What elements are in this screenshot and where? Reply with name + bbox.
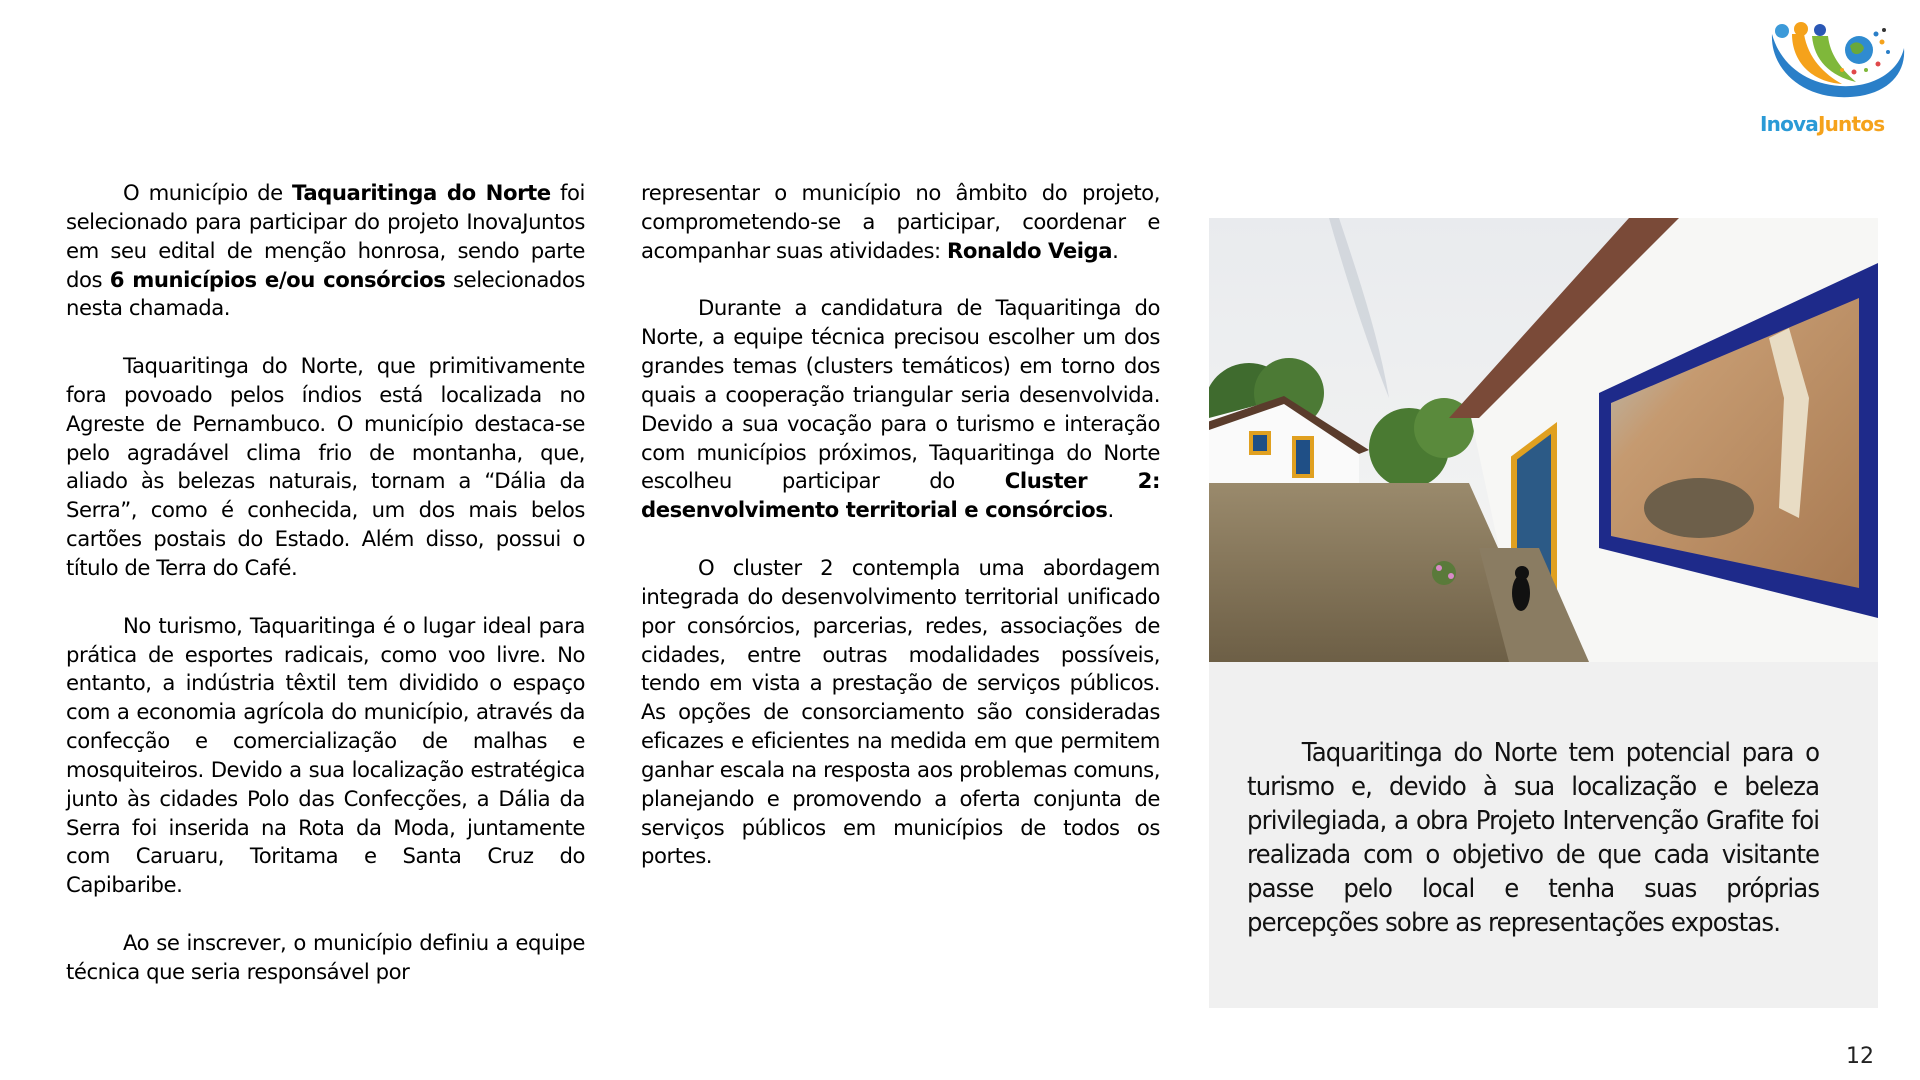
caption-box [1209,662,1878,1008]
text-run: O município de [123,180,293,205]
logo-text-juntos: Juntos [1817,112,1885,136]
paragraph-team-continued [641,179,1160,266]
tile-mural-photo [1209,218,1878,662]
text-run: representar o município no âmbito do projeto, comprometendo-se a participar, coordenar e acompanhar suas atividades: [641,180,1160,263]
paragraph-cluster-description: O cluster 2 contempla uma abordagem integrada do desenvolvimento territorial unificado por consórcios, parcerias, redes, associações de cidades, entre outras modalidades possíveis, tendo em vista a prestação de serviços públicos. As opções de consorciamento são consideradas eficazes e eficientes na medida em que permitem ganhar escala na resposta aos problemas comuns, planejando e promovendo a oferta conjunta de serviços públicos em municípios de todos os portes. [641,554,1160,869]
text-run: . [1107,497,1114,523]
paragraph-tourism: No turismo, Taquaritinga é o lugar ideal para prática de esportes radicais, como voo livre. No entanto, a indústria têxtil tem dividido o espaço com a economia agrícola do município, através da confecção e comercialização de malhas e mosquiteiros. Devido a sua localização estratégica junto às cidades Polo das Confecções, a Dália da Serra foi inserida na Rota da Moda, juntamente com Caruaru, Toritama e Santa Cruz do Capibaribe. [66,612,585,898]
page-number: 12 [1846,1044,1874,1069]
inovajuntos-logo [1758,12,1910,137]
left-text-column [66,179,585,1015]
team-lead-name-bold: Ronaldo Veiga [947,237,1113,263]
text-run: selecionados nesta chamada. [66,266,586,321]
text-run: foi selecionado para participar do projeto InovaJuntos em seu edital de menção honrosa, sendo parte dos [66,180,585,292]
caption-text: Taquaritinga do Norte tem potencial para o turismo e, devido à sua localização e beleza privilegiada, a obra Projeto Intervenção Grafite foi realizada com o objetivo de que cada visitante passe pelo local e tenha suas próprias percepções sobre as representações expostas. [1247,737,1820,937]
paragraph-team: Ao se inscrever, o município definiu a equipe técnica que seria responsável por [66,929,585,984]
logo-text-inova: Inova [1760,112,1818,136]
text-run: . [1112,237,1119,263]
photo-illustration [1209,218,1878,662]
middle-text-column [641,179,1160,900]
municipality-name-bold: Taquaritinga do Norte [292,180,551,205]
text-run: Durante a candidatura de Taquaritinga do Norte, a equipe técnica precisou escolher um dos grandes temas (clusters temáticos) em torno dos quais a cooperação triangular seria desenvolvida. Devido a sua vocação para o turismo e interação com municípios próximos, Taquaritinga do Norte escolheu participar do [641,295,1160,494]
paragraph-cluster-choice [641,294,1160,525]
selected-count-bold: 6 municípios e/ou consórcios [109,266,446,292]
paragraph-history: Taquaritinga do Norte, que primitivamente fora povoado pelos índios está localizada no Agreste de Pernambuco. O município destaca-se pelo agradável clima frio de montanha, que, aliado às belezas naturais, tornam a “Dália da Serra”, como é conhecida, um dos mais belos cartões postais do Estado. Além disso, possui o título de Terra do Café. [66,353,585,580]
paragraph-selection [66,179,585,323]
photo-caption [1247,735,1819,939]
cluster-name-bold: Cluster 2: desenvolvimento territorial e consórcios [641,468,1161,523]
